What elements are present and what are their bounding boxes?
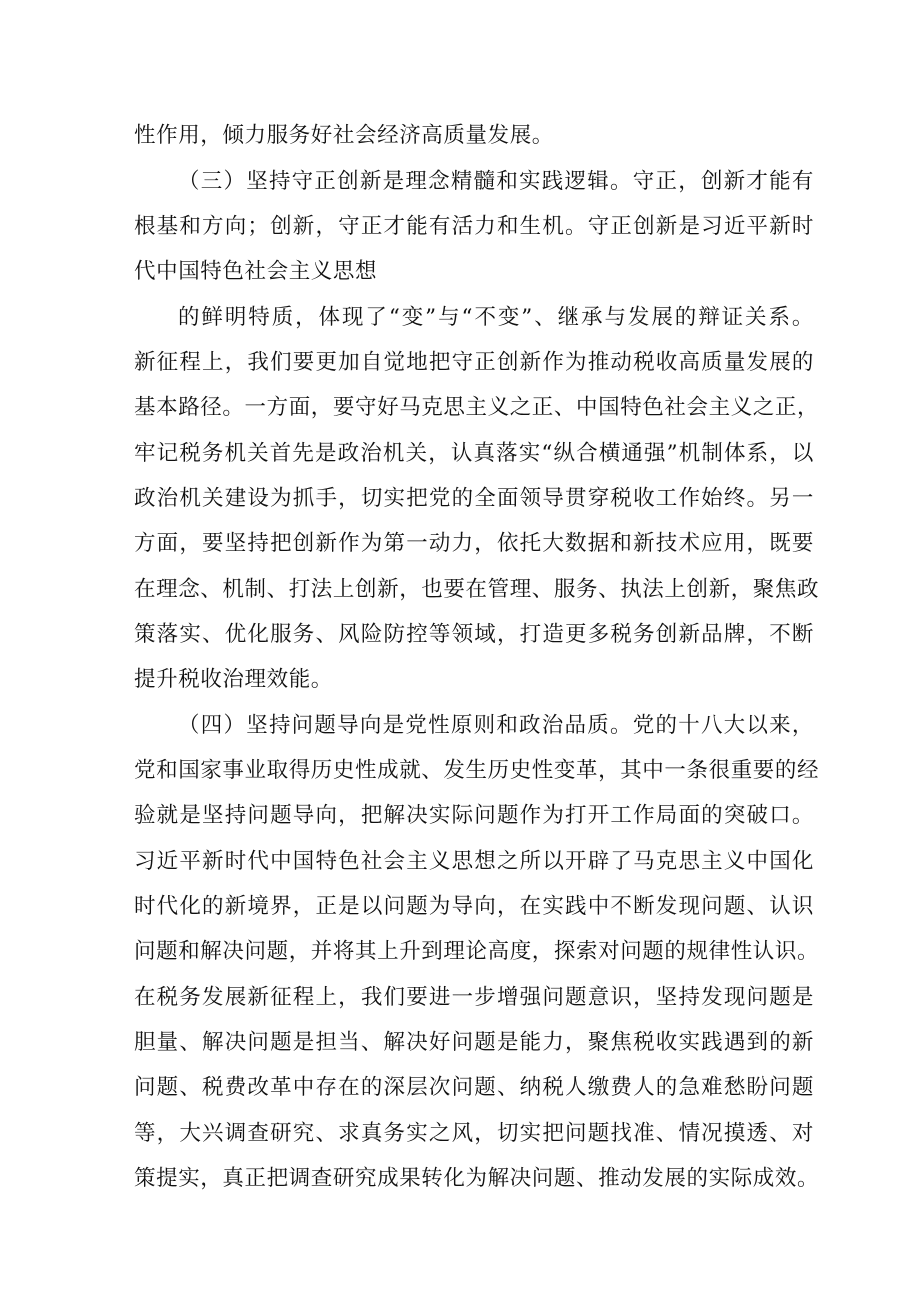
text-line: 的鲜明特质，体现了“变”与“不变”、继承与发展的辩证关系。 (178, 305, 814, 330)
text-line: 验就是坚持问题导向，把解决实际问题作为打开工作局面的突破口。 (134, 803, 814, 828)
text-line: 习近平新时代中国特色社会主义思想之所以开辟了马克思主义中国化 (134, 849, 814, 874)
text-line: 策落实、优化服务、风险防控等领域，打造更多税务创新品牌，不断 (134, 622, 814, 647)
text-line: 问题、税费改革中存在的深层次问题、纳税人缴费人的急难愁盼问题 (134, 1075, 814, 1100)
text-line: 胆量、解决问题是担当、解决好问题是能力，聚焦税收实践遇到的新 (134, 1030, 814, 1055)
text-line: 性作用，倾力服务好社会经济高质量发展。 (134, 123, 554, 148)
text-line: 问题和解决问题，并将其上升到理论高度，探索对问题的规律性认识。 (134, 939, 820, 964)
text-line: 党和国家事业取得历史性成就、发生历史性变革，其中一条很重要的经 (134, 758, 820, 783)
text-line: 在理念、机制、打法上创新，也要在管理、服务、执法上创新，聚焦政 (134, 577, 820, 602)
text-line: 时代化的新境界，正是以问题为导向，在实践中不断发现问题、认识 (134, 894, 814, 919)
text-line: 提升税收治理效能。 (134, 667, 333, 692)
text-line: 基本路径。一方面，要守好马克思主义之正、中国特色社会主义之正， (134, 395, 820, 420)
text-line: 策提实，真正把调查研究成果转化为解决问题、推动发展的实际成效。 (134, 1166, 820, 1191)
text-line: 代中国特色社会主义思想 (134, 259, 378, 284)
text-line: 根基和方向；创新，守正才能有活力和生机。守正创新是习近平新时 (134, 214, 814, 239)
text-line: 在税务发展新征程上，我们要进一步增强问题意识，坚持发现问题是 (134, 985, 814, 1010)
text-line: 政治机关建设为抓手，切实把党的全面领导贯穿税收工作始终。另一 (134, 486, 814, 511)
text-line: 牢记税务机关首先是政治机关，认真落实“纵合横通强”机制体系，以 (134, 441, 814, 466)
text-line: 等，大兴调查研究、求真务实之风，切实把问题找准、情况摸透、对 (134, 1121, 814, 1146)
text-line: 方面，要坚持把创新作为第一动力，依托大数据和新技术应用，既要 (134, 531, 814, 556)
text-line: （三）坚持守正创新是理念精髓和实践逻辑。守正，创新才能有 (178, 169, 814, 194)
text-line: 新征程上，我们要更加自觉地把守正创新作为推动税收高质量发展的 (134, 350, 814, 375)
text-line: （四）坚持问题导向是党性原则和政治品质。党的十八大以来， (178, 713, 814, 738)
